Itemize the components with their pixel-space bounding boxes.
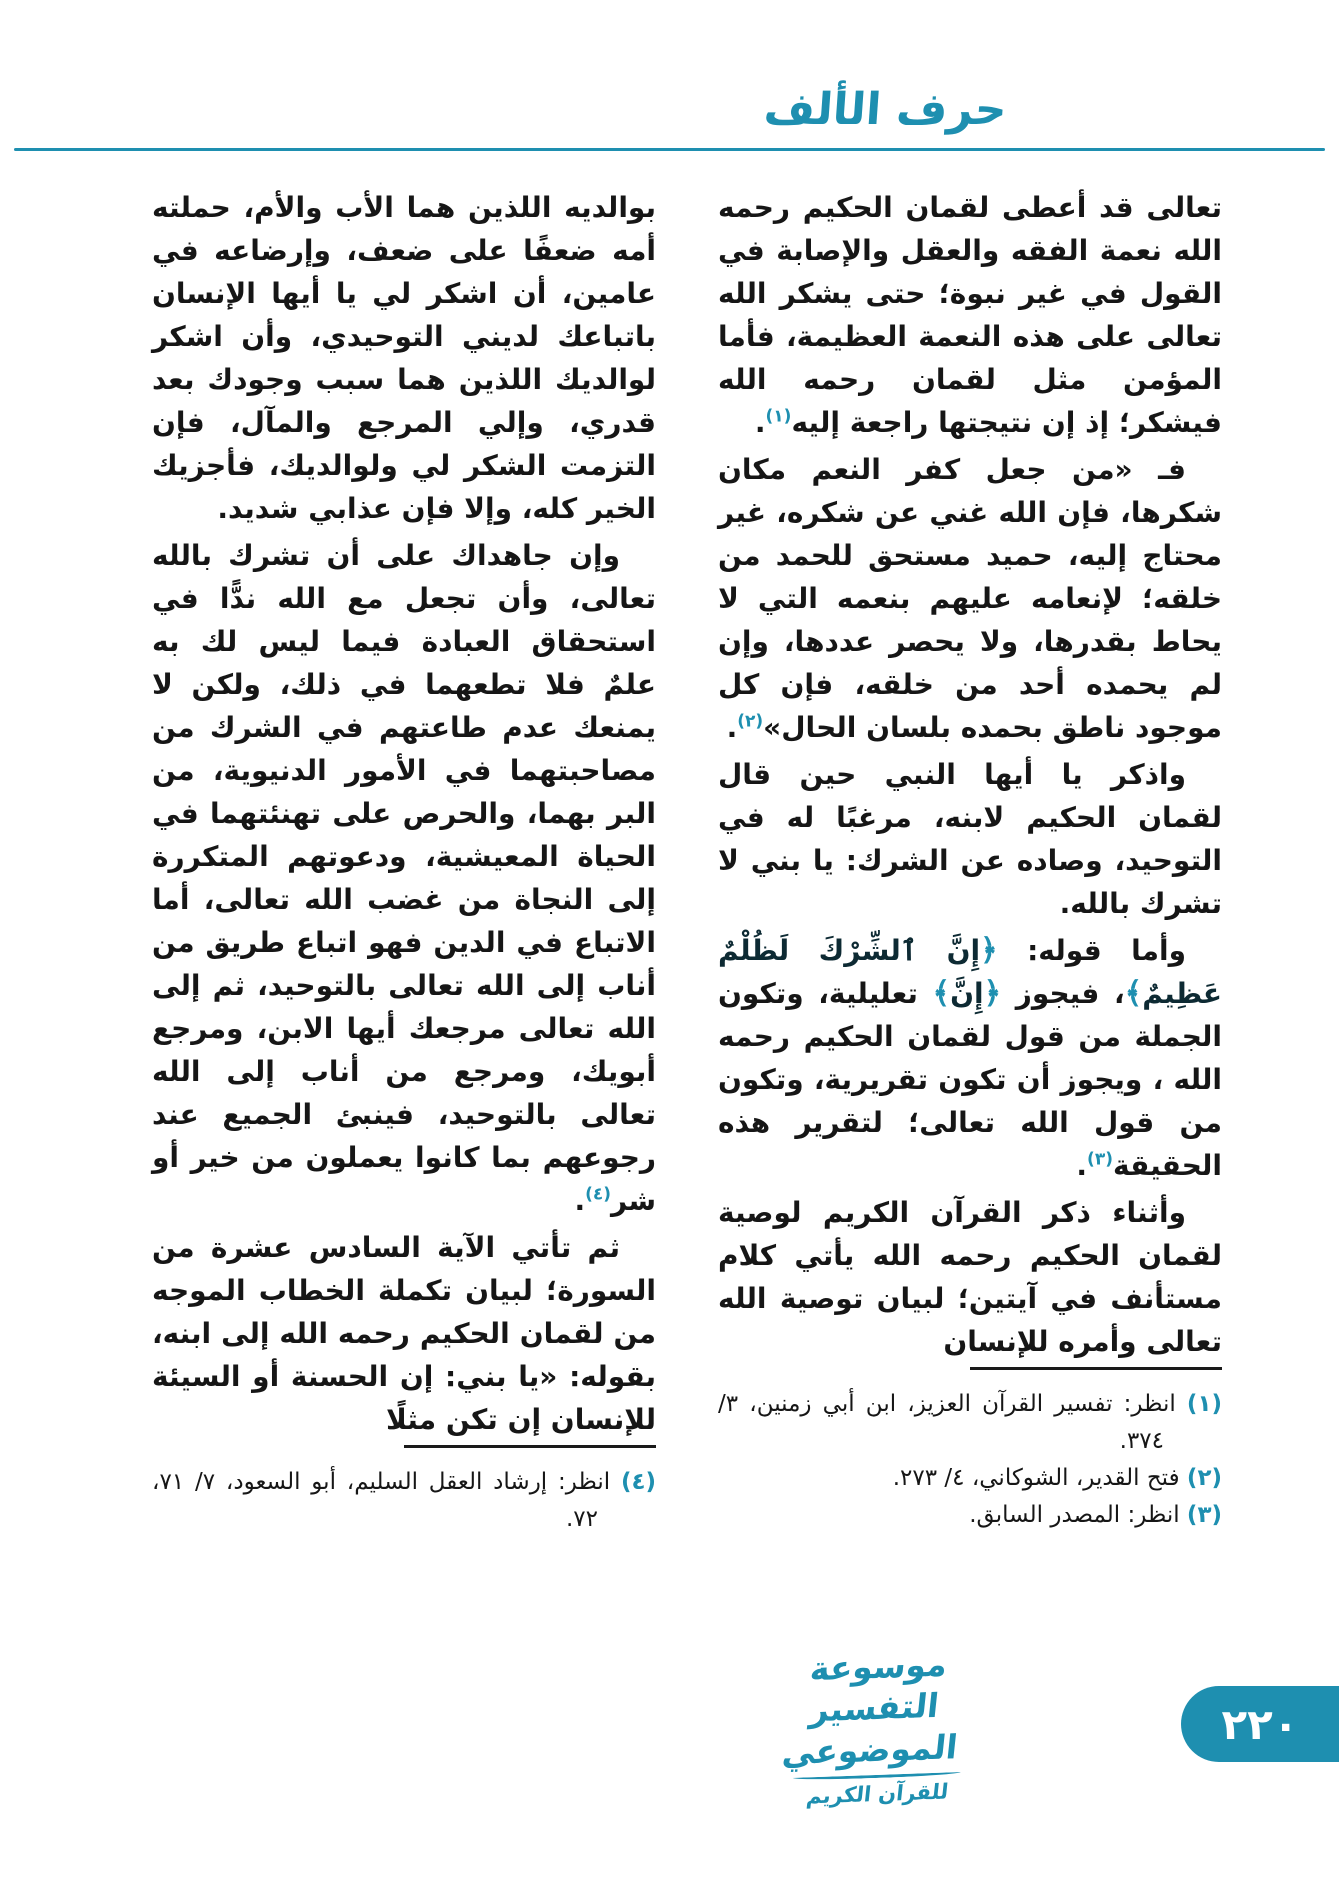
footnote-number: (٣): [1186, 1502, 1222, 1528]
text-run: وإن جاهداك على أن تشرك بالله تعالى، وأن تجعل مع الله ندًّا في استحقاق العبادة فيما ليس لك به علمٌ فلا تطعهما في ذلك، ولكن لا يمنعك عدم طاعتهم في الشرك من مصاحبتهما في الأمور الدنيوية، من البر بهما، والحرص على تهنئتهما في الحياة المعيشية، ودعوتهم المتكررة إلى النجاة من غضب الله تعالى، أما الاتباع في الدين فهو اتباع طريق من أناب إلى الله تعالى بالتوحيد، ثم إلى الله تعالى مرجعك أيها الابن، ومرجع أبويك، ومرجع من أناب إلى الله تعالى بالتوحيد، فينبئ الجميع عند رجوعهم بما كانوا يعملون من خير أو شر: [152, 539, 656, 1217]
footnote-number: (٤): [620, 1469, 657, 1495]
paragraph: [718, 448, 1222, 749]
footnote-text: انظر: إرشاد العقل السليم، أبو السعود، ٧/ ٧١، ٧٢.: [152, 1469, 621, 1532]
footnotes-block: [152, 1445, 656, 1538]
paragraphs: [152, 186, 656, 1445]
publisher-logo-subtitle: للقرآن الكريم: [805, 1779, 950, 1809]
text-run: وأما قوله:: [997, 934, 1186, 967]
header-rule: [14, 148, 1325, 151]
text-run: ، فيجوز: [1001, 977, 1125, 1010]
chapter-heading: حرف الألف: [762, 84, 1009, 135]
text-run: .: [574, 1184, 586, 1217]
quran-bracket-close-icon: ﴾: [1124, 976, 1143, 1011]
footnote-separator: [404, 1445, 656, 1448]
paragraph: [152, 1226, 656, 1441]
footnote: [152, 1464, 656, 1538]
footnote-list: [152, 1464, 656, 1538]
text-run: .: [1076, 1149, 1088, 1182]
quran-verse-text: إِنَّ ٱلشِّرْكَ لَظُلْمٌ عَظِيمٌ: [718, 934, 1222, 1010]
publisher-logo-title: موسوعة التفسير الموضوعي: [780, 1644, 960, 1773]
text-run: تعالى قد أعطى لقمان الحكيم رحمه الله نعمة الفقه والعقل والإصابة في القول في غير نبوة؛ حتى يشكر الله تعالى على هذه النعمة العظيمة، فأما المؤمن مثل لقمان رحمه الله فيشكر؛ إذ إن نتيجتها راجعة إليه: [718, 191, 1222, 439]
text-run: بوالديه اللذين هما الأب والأم، حملته أمه ضعفًا على ضعف، وإرضاعه في عامين، أن اشكر لي يا أيها الإنسان باتباعك لديني التوحيدي، وأن اشكر لوالديك اللذين هما سبب وجودك بعد قدري، وإلي المرجع والمآل، فإن التزمت الشكر لي ولوالديك، فأجزيك الخير كله، وإلا فإن عذابي شديد.: [152, 191, 656, 525]
text-run: .: [726, 711, 738, 744]
text-run: ثم تأتي الآية السادس عشرة من السورة؛ لبيان تكملة الخطاب الموجه من لقمان الحكيم رحمه الله إلى ابنه، بقوله: «يا بني: إن الحسنة أو السيئة للإنسان إن تكن مثلًا: [152, 1231, 656, 1436]
publisher-logo: [752, 1642, 997, 1810]
text-run: واذكر يا أيها النبي حين قال لقمان الحكيم لابنه، مرغبًا له في التوحيد، وصاده عن الشرك: يا بني لا تشرك بالله.: [718, 758, 1222, 920]
page-number-badge: [1181, 1686, 1339, 1762]
footnote: [718, 1460, 1222, 1497]
text-run: .: [754, 406, 766, 439]
footnotes-block: [718, 1367, 1222, 1534]
footnote-list: [718, 1386, 1222, 1534]
left-column: [152, 186, 657, 1532]
paragraphs: [718, 186, 1222, 1367]
quran-bracket-close-icon: ﴾: [932, 976, 951, 1011]
paragraph: [152, 534, 656, 1222]
footnote-ref: (٢): [737, 711, 764, 732]
quran-bracket-open-icon: ﴿: [983, 976, 1002, 1011]
footnote-text: انظر: تفسير القرآن العزيز، ابن أبي زمنين، ٣/ ٣٧٤.: [718, 1391, 1187, 1454]
footnote: [718, 1497, 1222, 1534]
text-columns: [152, 186, 1222, 1532]
footnote-ref: (٤): [585, 1184, 612, 1205]
quran-verse-text: إِنَّ: [950, 977, 984, 1010]
quran-bracket-open-icon: ﴿: [980, 933, 998, 968]
text-run: وأثناء ذكر القرآن الكريم لوصية لقمان الحكيم رحمه الله يأتي كلام مستأنف في آيتين؛ لبيان توصية الله تعالى وأمره للإنسان: [718, 1196, 1222, 1358]
footnote-number: (٢): [1186, 1465, 1222, 1491]
paragraph: [718, 186, 1222, 444]
right-column: [718, 186, 1222, 1528]
page-number: ٢٢٠: [1221, 1699, 1299, 1749]
quran-quote: [933, 977, 1002, 1010]
footnote: [718, 1386, 1222, 1460]
footnote-ref: (١): [765, 406, 792, 427]
footnote-separator: [970, 1367, 1222, 1370]
text-run: تعليلية، وتكون الجملة من قول لقمان الحكيم رحمه الله ، ويجوز أن تكون تقريرية، وتكون من قول الله تعالى؛ لتقرير هذه الحقيقة: [718, 977, 1222, 1182]
text-run: فـ «من جعل كفر النعم مكان شكرها، فإن الله غني عن شكره، غير محتاج إليه، حميد مستحق للحمد من خلقه؛ لإنعامه عليهم بنعمه التي لا يحاط بقدرها، ولا يحصر عددها، وإن لم يحمده أحد من خلقه، فإن كل موجود ناطق بحمده بلسان الحال»: [718, 453, 1222, 744]
footnote-text: انظر: المصدر السابق.: [969, 1502, 1187, 1528]
paragraph: [718, 929, 1222, 1187]
paragraph: [718, 1191, 1222, 1363]
paragraph: [718, 753, 1222, 925]
paragraph: [152, 186, 656, 530]
footnote-ref: (٣): [1087, 1149, 1113, 1170]
footnote-text: فتح القدير، الشوكاني، ٤/ ٢٧٣.: [892, 1465, 1187, 1491]
footnote-number: (١): [1186, 1391, 1222, 1417]
